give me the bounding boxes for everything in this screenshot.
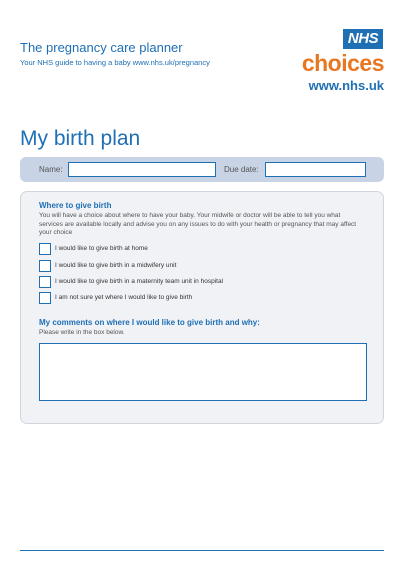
details-bar [20,157,384,182]
section-heading: Where to give birth [39,201,112,210]
choices-logo-text: choices [301,50,384,76]
name-label: Name: [39,165,63,174]
not-sure-checkbox[interactable] [39,292,51,304]
planner-subtitle: Your NHS guide to having a baby www.nhs.uk/pregnancy [20,58,210,67]
footer-divider [20,550,384,551]
option-label: I would like to give birth in a maternity team unit in hospital [55,278,224,285]
comments-heading: My comments on where I would like to give birth and why: [39,318,260,327]
birth-location-panel [20,191,384,424]
name-field[interactable] [68,162,216,177]
planner-title: The pregnancy care planner [20,40,183,55]
due-date-field[interactable] [265,162,366,177]
home-checkbox[interactable] [39,243,51,255]
midwifery-unit-checkbox[interactable] [39,260,51,272]
comments-hint: Please write in the box below. [39,329,125,336]
option-label: I would like to give birth in a midwifery unit [55,262,177,269]
hospital-checkbox[interactable] [39,276,51,288]
page-title: My birth plan [20,127,141,150]
nhs-logo: NHS [343,29,383,49]
option-label: I would like to give birth at home [55,245,148,252]
due-date-label: Due date: [224,165,259,174]
comments-box[interactable] [39,343,367,401]
option-label: I am not sure yet where I would like to give birth [55,294,193,301]
section-description: You will have a choice about where to have your baby. Your midwife or doctor will be able to tell you what services are available locally and advise you on any issues to do with your health or pregnancy that may affect your choice [39,212,357,236]
nhs-url-text: www.nhs.uk [308,78,384,93]
